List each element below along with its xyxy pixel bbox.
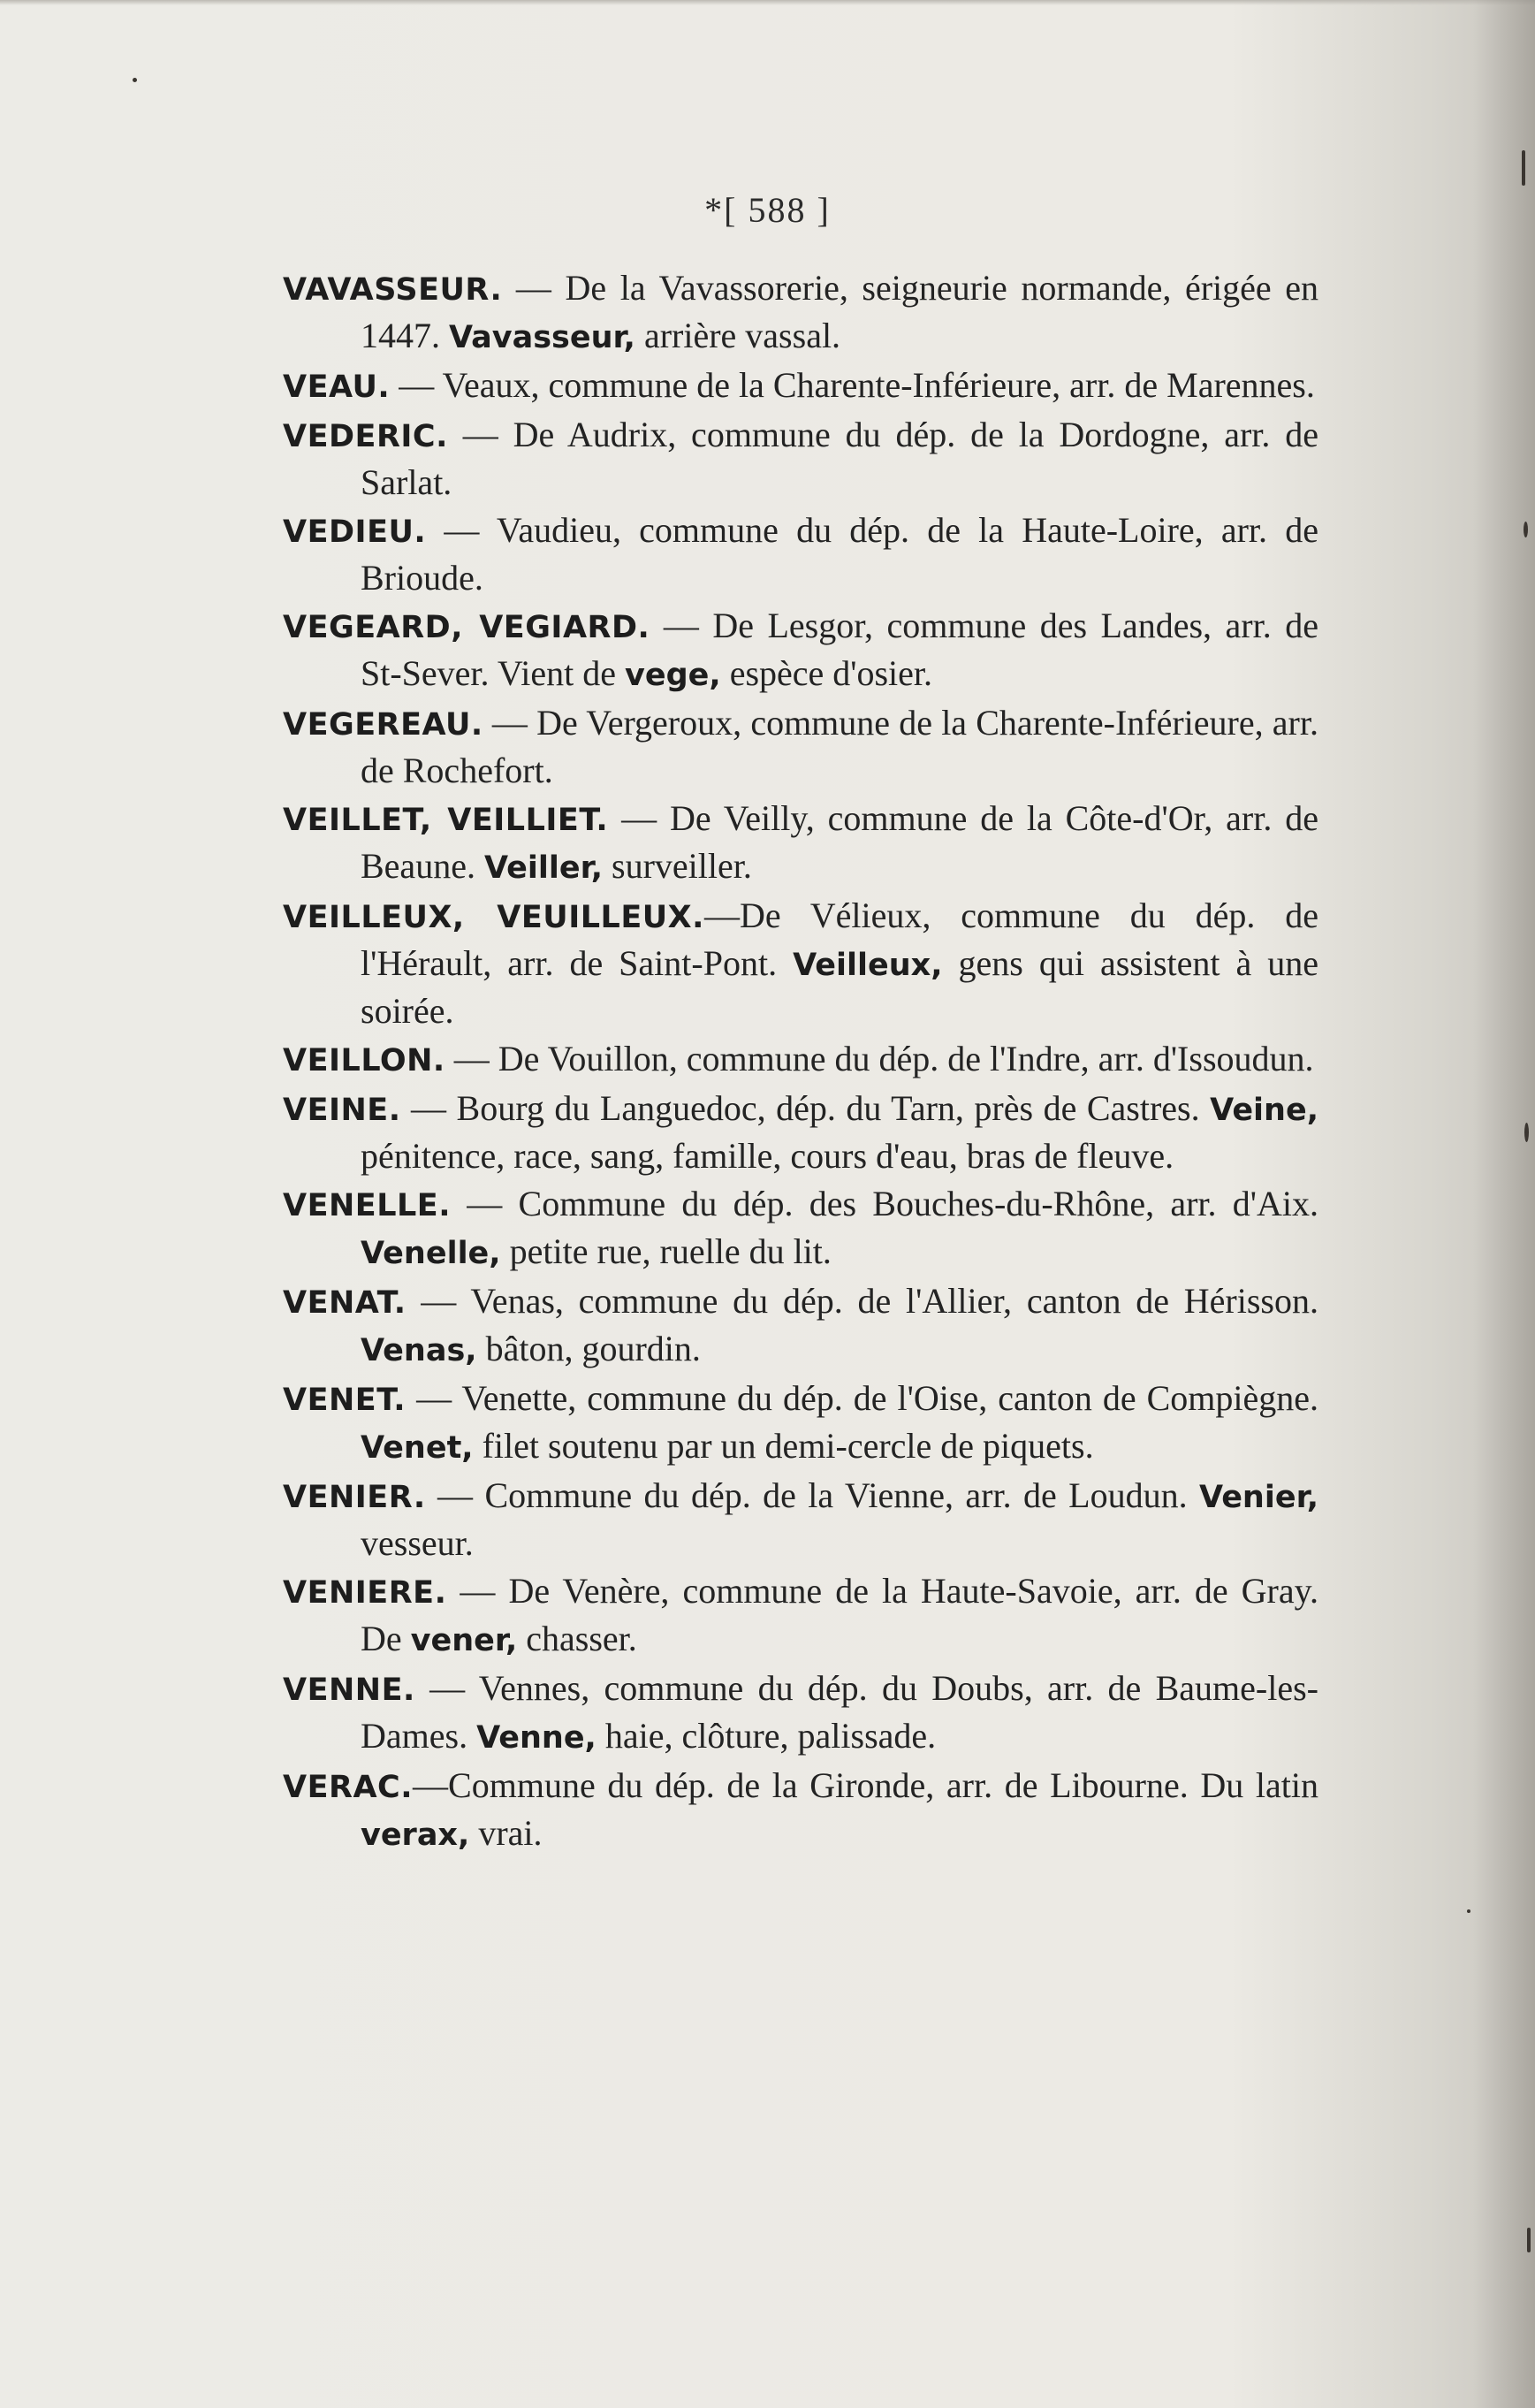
list-item <box>283 603 1318 698</box>
list-item <box>283 507 1318 601</box>
paper-speck <box>1527 2228 1531 2252</box>
list-item <box>283 1375 1318 1471</box>
entry-headword: VEILLON. <box>283 1043 445 1078</box>
entry-gloss: vesseur. <box>361 1523 474 1563</box>
paper-speck <box>1522 150 1525 186</box>
entry-keyword: Veiller, <box>483 850 604 886</box>
entry-gloss: gens qui assistent à une soirée. <box>361 943 1318 1031</box>
entry-headword: VEGEREAU. <box>283 707 483 743</box>
entry-headword: VEGEARD, VEGIARD. <box>283 610 650 645</box>
list-item <box>283 1568 1318 1664</box>
entry-keyword: Vavasseur, <box>449 320 635 355</box>
entry-definition: — Venas, commune du dép. de l'Allier, canton de Hérisson. <box>406 1281 1318 1321</box>
entry-gloss: petite rue, ruelle du lit. <box>500 1231 832 1271</box>
entry-headword: VEILLEUX, VEUILLEUX. <box>283 900 704 935</box>
entry-definition: —Commune du dép. de la Gironde, arr. de Libourne. Du latin <box>413 1765 1318 1805</box>
entry-definition: — Commune du dép. des Bouches-du-Rhône, arr. d'Aix. <box>451 1184 1318 1223</box>
entry-gloss: surveiller. <box>603 846 752 886</box>
entry-definition: — De Vergeroux, commune de la Charente-Inférieure, arr. de Rochefort. <box>361 703 1318 790</box>
entry-keyword: verax, <box>361 1817 470 1853</box>
entry-gloss: arrière vassal. <box>635 316 841 355</box>
page-binding-shadow <box>1473 0 1535 2408</box>
entry-definition: — De la Vavassorerie, seigneurie normande, érigée en 1447. <box>361 268 1318 355</box>
entry-headword: VENELLE. <box>283 1188 452 1223</box>
entry-keyword: Veilleux, <box>793 948 943 983</box>
entry-headword: VEDIEU. <box>283 514 427 550</box>
entry-definition: — Vaudieu, commune du dép. de la Haute-Loire, arr. de Brioude. <box>361 510 1318 598</box>
list-item <box>283 796 1318 891</box>
list-item <box>283 1473 1318 1566</box>
entry-headword: VENIERE. <box>283 1575 447 1611</box>
entry-definition: — De Veilly, commune de la Côte-d'Or, arr. de Beaune. <box>361 798 1319 886</box>
entry-gloss: haie, clôture, palissade. <box>596 1716 937 1756</box>
entry-definition: — Bourg du Languedoc, dép. du Tarn, près de Castres. <box>400 1088 1211 1128</box>
entry-definition: — Veaux, commune de la Charente-Inférieure, arr. de Marennes. <box>390 365 1315 405</box>
entry-definition: — Venette, commune du dép. de l'Oise, canton de Compiègne. <box>406 1378 1318 1418</box>
entry-gloss: espèce d'osier. <box>720 653 933 693</box>
entry-keyword: Venelle, <box>361 1236 501 1271</box>
entry-definition: —De Vélieux, commune du dép. de l'Hérault, arr. de Saint-Pont. <box>361 895 1319 983</box>
list-item <box>283 1763 1318 1858</box>
entry-keyword: vener, <box>410 1623 518 1658</box>
entry-headword: VENAT. <box>283 1285 407 1321</box>
list-item <box>283 1665 1318 1761</box>
entry-headword: VENET. <box>283 1383 407 1418</box>
page-number: *[ 588 ] <box>704 190 831 230</box>
entry-keyword: Veine, <box>1210 1093 1318 1128</box>
list-item <box>283 700 1318 794</box>
entry-keyword: Venne, <box>476 1720 597 1756</box>
entry-keyword: Venet, <box>361 1430 474 1466</box>
entry-definition: — Vennes, commune du dép. du Doubs, arr. de Baume-les-Dames. <box>361 1668 1318 1756</box>
entry-gloss: vrai. <box>469 1813 543 1853</box>
page-top-edge <box>0 0 1535 5</box>
entry-keyword: Venier, <box>1199 1480 1318 1515</box>
entry-definition: — De Lesgor, commune des Landes, arr. de St-Sever. Vient de <box>361 606 1318 693</box>
list-item <box>283 893 1318 1034</box>
paper-speck <box>133 78 137 82</box>
entry-headword: VEINE. <box>283 1093 401 1128</box>
list-item <box>283 265 1318 361</box>
entry-headword: VAVASSEUR. <box>283 272 503 308</box>
entry-gloss: chasser. <box>517 1619 637 1658</box>
entry-headword: VEDERIC. <box>283 419 448 454</box>
paper-speck <box>1524 522 1528 537</box>
entry-gloss: pénitence, race, sang, famille, cours d'eau, bras de fleuve. <box>361 1136 1174 1176</box>
entry-headword: VENIER. <box>283 1480 426 1515</box>
entry-definition: — De Vouillon, commune du dép. de l'Indre, arr. d'Issoudun. <box>445 1039 1314 1078</box>
list-item <box>283 1181 1318 1276</box>
paper-speck <box>1524 1123 1529 1142</box>
entry-gloss: bâton, gourdin. <box>476 1329 701 1368</box>
entry-definition: — Commune du dép. de la Vienne, arr. de Loudun. <box>425 1475 1200 1515</box>
entry-gloss: filet soutenu par un demi-cercle de piquets. <box>473 1426 1094 1466</box>
list-item <box>283 1036 1318 1084</box>
entry-headword: VEILLET, VEILLIET. <box>283 803 609 838</box>
entry-definition: — De Venère, commune de la Haute-Savoie, arr. de Gray. De <box>361 1571 1318 1658</box>
paper-speck <box>1467 1909 1470 1913</box>
list-item <box>283 412 1318 506</box>
entry-keyword: Venas, <box>361 1333 477 1368</box>
dictionary-entries <box>283 265 1318 1860</box>
entry-headword: VEAU. <box>283 370 391 405</box>
entry-definition: — De Audrix, commune du dép. de la Dordogne, arr. de Sarlat. <box>361 415 1318 502</box>
list-item <box>283 1278 1318 1374</box>
entry-keyword: vege, <box>625 658 721 693</box>
entry-headword: VENNE. <box>283 1673 415 1708</box>
entry-headword: VERAC. <box>283 1770 414 1805</box>
list-item <box>283 362 1318 410</box>
list-item <box>283 1086 1318 1179</box>
